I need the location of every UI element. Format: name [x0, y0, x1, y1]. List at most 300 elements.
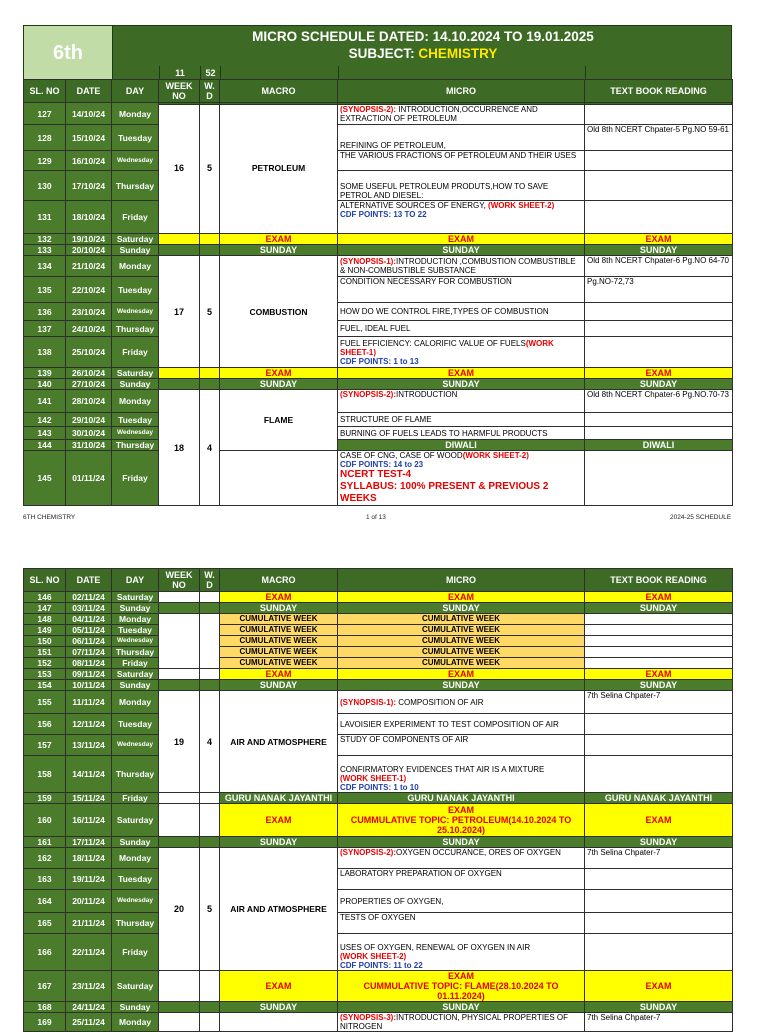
table-row-exam — [24, 368, 733, 379]
day-cell: Sunday — [112, 1002, 159, 1013]
textbook-cell — [585, 714, 733, 735]
day-cell: Saturday — [112, 669, 159, 680]
micro-topic: (SYNOPSIS-2): INTRODUCTION,OCCURRENCE AND EXTRACTION OF PETROLEUM — [338, 103, 585, 125]
table-row — [24, 321, 733, 337]
textbook-cell — [585, 337, 733, 368]
sl-no: 132 — [24, 234, 66, 245]
sl-no: 148 — [24, 614, 66, 625]
table-row-cumulative — [24, 636, 733, 647]
date-cell: 23/11/24 — [66, 971, 112, 1002]
micro-topic: (SYNOPSIS-1):INTRODUCTION ,COMBUSTION COMBUSTIBLE & NON-COMBUSTIBLE SUBSTANCE — [338, 256, 585, 277]
sl-no: 139 — [24, 368, 66, 379]
sl-no: 159 — [24, 793, 66, 804]
cumulative-week-label: CUMULATIVE WEEK — [338, 647, 585, 658]
cumulative-week-label: CUMULATIVE WEEK — [220, 636, 338, 647]
micro-topic: PROPERTIES OF OXYGEN, — [338, 890, 585, 913]
date-cell: 20/10/24 — [66, 245, 112, 256]
sl-no: 168 — [24, 1002, 66, 1013]
macro-topic: AIR AND ATMOSPHERE — [220, 848, 338, 971]
day-cell: Sunday — [112, 837, 159, 848]
col-sl-no: SL. NO — [24, 80, 66, 103]
table-row — [24, 427, 733, 440]
micro-topic: (SYNOPSIS-2):INTRODUCTION — [338, 390, 585, 413]
textbook-cell: Old 8th NCERT Chpater-6 Pg.NO.70-73 — [585, 390, 733, 413]
date-cell: 06/11/24 — [66, 636, 112, 647]
sl-no: 151 — [24, 647, 66, 658]
date-cell: 02/11/24 — [66, 592, 112, 603]
table-row — [24, 451, 733, 506]
date-cell: 25/10/24 — [66, 337, 112, 368]
sunday-label: SUNDAY — [220, 245, 338, 256]
sl-no: 146 — [24, 592, 66, 603]
textbook-cell — [585, 151, 733, 171]
sl-no: 149 — [24, 625, 66, 636]
day-cell: Friday — [112, 201, 159, 234]
textbook-cell — [585, 913, 733, 934]
table-row — [24, 735, 733, 756]
footer-page-number: 1 of 13 — [366, 514, 386, 521]
sunday-label: SUNDAY — [585, 837, 733, 848]
day-cell: Friday — [112, 793, 159, 804]
sunday-label: SUNDAY — [585, 379, 733, 390]
week-no-cell: 17 — [159, 256, 200, 368]
subject-name: CHEMISTRY — [418, 46, 498, 61]
col-date: DATE — [66, 80, 112, 103]
day-cell: Saturday — [112, 592, 159, 603]
day-cell: Friday — [112, 337, 159, 368]
micro-topic: CONFIRMATORY EVIDENCES THAT AIR IS A MIXTURE (WORK SHEET-1) CDF POINTS: 1 to 10 — [338, 756, 585, 793]
date-cell: 24/10/24 — [66, 321, 112, 337]
date-cell: 19/10/24 — [66, 234, 112, 245]
exam-label: EXAM — [585, 971, 733, 1002]
date-cell: 14/11/24 — [66, 756, 112, 793]
sunday-label: SUNDAY — [220, 680, 338, 691]
table-row-sunday — [24, 837, 733, 848]
guru-nanak-jayanthi-label: GURU NANAK JAYANTHI — [220, 793, 338, 804]
textbook-cell — [585, 427, 733, 440]
date-cell: 10/11/24 — [66, 680, 112, 691]
day-cell: Friday — [112, 934, 159, 971]
macro-topic: PETROLEUM — [220, 103, 338, 234]
date-cell: 20/11/24 — [66, 890, 112, 913]
sl-no: 153 — [24, 669, 66, 680]
grade-label: 6th — [24, 26, 113, 80]
sl-no: 152 — [24, 658, 66, 669]
day-cell: Thursday — [112, 913, 159, 934]
textbook-cell: Old 8th NCERT Chpater-5 Pg.NO 59-61 — [585, 125, 733, 151]
sl-no: 141 — [24, 390, 66, 413]
day-cell: Wednesday — [112, 890, 159, 913]
day-cell: Thursday — [112, 321, 159, 337]
day-cell: Saturday — [112, 234, 159, 245]
sl-no: 134 — [24, 256, 66, 277]
exam-label: EXAM — [220, 804, 338, 837]
sl-no: 145 — [24, 451, 66, 506]
sunday-label: SUNDAY — [220, 379, 338, 390]
textbook-cell: 7th Selina Chpater-7 — [585, 848, 733, 869]
sl-no: 155 — [24, 691, 66, 714]
sunday-label: SUNDAY — [338, 603, 585, 614]
day-cell: Saturday — [112, 804, 159, 837]
day-cell: Friday — [112, 658, 159, 669]
cumulative-topic: EXAM CUMMULATIVE TOPIC: FLAME(28.10.2024 TO 01.11.2024) — [338, 971, 585, 1002]
date-cell: 07/11/24 — [66, 647, 112, 658]
date-cell: 15/11/24 — [66, 793, 112, 804]
sl-no: 137 — [24, 321, 66, 337]
date-cell: 19/11/24 — [66, 869, 112, 890]
col-wd: W. D — [200, 569, 220, 592]
table-row — [24, 151, 733, 171]
micro-topic: TESTS OF OXYGEN — [338, 913, 585, 934]
exam-label: EXAM — [220, 368, 338, 379]
day-cell: Saturday — [112, 971, 159, 1002]
table-row — [24, 277, 733, 303]
date-cell: 25/11/24 — [66, 1013, 112, 1032]
table-row-sunday — [24, 1002, 733, 1013]
table-row-exam — [24, 234, 733, 245]
table-row — [24, 171, 733, 201]
day-cell: Monday — [112, 390, 159, 413]
col-wd: W. D — [200, 80, 220, 103]
sl-no: 136 — [24, 303, 66, 321]
sl-no: 142 — [24, 413, 66, 427]
micro-topic: SOME USEFUL PETROLEUM PRODUTS,HOW TO SAVE PETROL AND DIESEL: — [338, 171, 585, 201]
sl-no: 161 — [24, 837, 66, 848]
table-row — [24, 337, 733, 368]
subject-label: SUBJECT: — [348, 46, 415, 61]
table-row — [24, 413, 733, 427]
exam-label: EXAM — [585, 669, 733, 680]
date-cell: 18/11/24 — [66, 848, 112, 869]
col-week-no: WEEK NO — [159, 80, 200, 103]
col-textbook: TEXT BOOK READING — [585, 80, 733, 103]
wd-cell: 5 — [200, 103, 220, 234]
textbook-cell — [585, 103, 733, 125]
table-row-exam — [24, 669, 733, 680]
schedule-table-page1 — [23, 79, 733, 506]
day-cell: Tuesday — [112, 869, 159, 890]
textbook-cell: Pg.NO-72,73 — [585, 277, 733, 303]
micro-topic: STRUCTURE OF FLAME — [338, 413, 585, 427]
day-cell: Wednesday — [112, 636, 159, 647]
schedule-dates-title: MICRO SCHEDULE DATED: 14.10.2024 TO 19.01.2025 — [252, 29, 594, 44]
date-cell: 29/10/24 — [66, 413, 112, 427]
day-cell: Tuesday — [112, 714, 159, 735]
table-row — [24, 890, 733, 913]
table-row-sunday — [24, 603, 733, 614]
date-cell: 14/10/24 — [66, 103, 112, 125]
micro-topic: FUEL, IDEAL FUEL — [338, 321, 585, 337]
date-cell: 08/11/24 — [66, 658, 112, 669]
micro-topic: REFINING OF PETROLEUM, — [338, 125, 585, 151]
sunday-label: SUNDAY — [585, 680, 733, 691]
sl-no: 138 — [24, 337, 66, 368]
exam-label: EXAM — [220, 592, 338, 603]
exam-label: EXAM — [585, 804, 733, 837]
sunday-label: SUNDAY — [338, 1002, 585, 1013]
col-sl-no: SL. NO — [24, 569, 66, 592]
exam-label: EXAM — [338, 592, 585, 603]
exam-label: EXAM — [338, 368, 585, 379]
day-cell: Wednesday — [112, 735, 159, 756]
day-cell: Sunday — [112, 379, 159, 390]
guru-nanak-jayanthi-label: GURU NANAK JAYANTHI — [338, 793, 585, 804]
day-cell: Monday — [112, 256, 159, 277]
day-cell: Monday — [112, 614, 159, 625]
table-row — [24, 848, 733, 869]
date-cell: 09/11/24 — [66, 669, 112, 680]
col-macro: MACRO — [220, 569, 338, 592]
day-cell: Monday — [112, 1013, 159, 1032]
day-cell: Tuesday — [112, 277, 159, 303]
weeks-total: 11 — [159, 66, 200, 80]
day-cell: Monday — [112, 103, 159, 125]
table-row-sunday — [24, 245, 733, 256]
textbook-cell: 7th Selina Chpater-7 — [585, 1013, 733, 1032]
wd-cell: 5 — [200, 256, 220, 368]
date-cell: 31/10/24 — [66, 440, 112, 451]
sl-no: 166 — [24, 934, 66, 971]
footer-right: 2024-25 SCHEDULE — [670, 514, 732, 521]
cumulative-week-label: CUMULATIVE WEEK — [220, 658, 338, 669]
sl-no: 163 — [24, 869, 66, 890]
sl-no: 156 — [24, 714, 66, 735]
table-row-exam — [24, 592, 733, 603]
wd-cell: 4 — [200, 691, 220, 793]
textbook-cell — [585, 934, 733, 971]
textbook-cell — [585, 451, 733, 506]
micro-topic: HOW DO WE CONTROL FIRE,TYPES OF COMBUSTION — [338, 303, 585, 321]
table-row-cumulative — [24, 614, 733, 625]
sl-no: 154 — [24, 680, 66, 691]
macro-topic: AIR AND ATMOSPHERE — [220, 691, 338, 793]
table-header — [24, 569, 733, 592]
sunday-label: SUNDAY — [585, 1002, 733, 1013]
table-row-holiday — [24, 793, 733, 804]
sunday-label: SUNDAY — [338, 680, 585, 691]
textbook-cell: 7th Selina Chpater-7 — [585, 691, 733, 714]
cumulative-week-label: CUMULATIVE WEEK — [220, 614, 338, 625]
micro-topic: STUDY OF COMPONENTS OF AIR — [338, 735, 585, 756]
date-cell: 12/11/24 — [66, 714, 112, 735]
col-textbook: TEXT BOOK READING — [585, 569, 733, 592]
wd-cell: 5 — [200, 848, 220, 971]
day-cell: Wednesday — [112, 303, 159, 321]
sunday-label: SUNDAY — [338, 245, 585, 256]
week-no-cell: 16 — [159, 103, 200, 234]
day-cell: Wednesday — [112, 151, 159, 171]
textbook-cell: Old 8th NCERT Chpater-6 Pg.NO 64-70 — [585, 256, 733, 277]
textbook-cell — [585, 869, 733, 890]
sl-no: 130 — [24, 171, 66, 201]
sl-no: 164 — [24, 890, 66, 913]
sunday-label: SUNDAY — [220, 603, 338, 614]
day-cell: Monday — [112, 691, 159, 714]
micro-topic: (SYNOPSIS-1): COMPOSITION OF AIR — [338, 691, 585, 714]
sl-no: 129 — [24, 151, 66, 171]
cumulative-week-label: CUMULATIVE WEEK — [338, 625, 585, 636]
table-row-cumulative — [24, 647, 733, 658]
micro-topic: CASE OF CNG, CASE OF WOOD(WORK SHEET-2) CDF POINTS: 14 to 23 NCERT TEST-4 SYLLABUS: 100% PRESENT & PREVIOUS 2 WEEKS — [338, 451, 585, 506]
sl-no: 140 — [24, 379, 66, 390]
micro-topic: ALTERNATIVE SOURCES OF ENERGY, (WORK SHEET-2) CDF POINTS: 13 TO 22 — [338, 201, 585, 234]
micro-topic: BURNING OF FUELS LEADS TO HARMFUL PRODUCTS — [338, 427, 585, 440]
footer-left: 6TH CHEMISTRY — [23, 514, 76, 521]
date-cell: 22/10/24 — [66, 277, 112, 303]
exam-label: EXAM — [220, 234, 338, 245]
day-cell: Tuesday — [112, 413, 159, 427]
table-header — [24, 80, 733, 103]
sl-no: 143 — [24, 427, 66, 440]
date-cell: 26/10/24 — [66, 368, 112, 379]
exam-label: EXAM — [585, 234, 733, 245]
table-row — [24, 303, 733, 321]
table-row-cumulative — [24, 625, 733, 636]
subject-line — [113, 45, 733, 62]
date-cell: 21/10/24 — [66, 256, 112, 277]
micro-topic: LABORATORY PREPARATION OF OXYGEN — [338, 869, 585, 890]
col-day: DAY — [112, 569, 159, 592]
micro-topic: CONDITION NECESSARY FOR COMBUSTION — [338, 277, 585, 303]
textbook-cell — [585, 321, 733, 337]
day-cell: Thursday — [112, 440, 159, 451]
schedule-table-page2 — [23, 568, 733, 1032]
date-cell: 03/11/24 — [66, 603, 112, 614]
table-row-holiday — [24, 440, 733, 451]
day-cell: Wednesday — [112, 427, 159, 440]
col-week-no: WEEK NO — [159, 569, 200, 592]
date-cell: 24/11/24 — [66, 1002, 112, 1013]
totals-row — [24, 66, 733, 80]
cumulative-week-label: CUMULATIVE WEEK — [220, 625, 338, 636]
micro-topic: USES OF OXYGEN, RENEWAL OF OXYGEN IN AIR (WORK SHEET-2) CDF POINTS: 11 to 22 — [338, 934, 585, 971]
textbook-cell — [585, 171, 733, 201]
sl-no: 169 — [24, 1013, 66, 1032]
sl-no: 162 — [24, 848, 66, 869]
table-row — [24, 256, 733, 277]
exam-label: EXAM — [585, 368, 733, 379]
sl-no: 133 — [24, 245, 66, 256]
day-cell: Monday — [112, 848, 159, 869]
col-day: DAY — [112, 80, 159, 103]
week-no-cell: 18 — [159, 390, 200, 506]
sunday-label: SUNDAY — [338, 379, 585, 390]
table-row-exam — [24, 804, 733, 837]
sunday-label: SUNDAY — [338, 837, 585, 848]
table-row-sunday — [24, 379, 733, 390]
table-row — [24, 714, 733, 735]
sl-no: 147 — [24, 603, 66, 614]
macro-topic: FLAME — [220, 390, 338, 451]
date-cell: 30/10/24 — [66, 427, 112, 440]
date-cell: 28/10/24 — [66, 390, 112, 413]
week-no-cell: 20 — [159, 848, 200, 971]
textbook-cell — [585, 413, 733, 427]
sl-no: 157 — [24, 735, 66, 756]
table-row — [24, 125, 733, 151]
banner-title — [113, 28, 733, 62]
sunday-label: SUNDAY — [585, 603, 733, 614]
diwali-label: DIWALI — [338, 440, 585, 451]
day-cell: Thursday — [112, 647, 159, 658]
cumulative-week-label: CUMULATIVE WEEK — [338, 658, 585, 669]
table-row-cumulative — [24, 658, 733, 669]
cumulative-topic: EXAM CUMMULATIVE TOPIC: PETROLEUM(14.10.2024 TO 25.10.2024) — [338, 804, 585, 837]
col-micro: MICRO — [338, 569, 585, 592]
date-cell: 27/10/24 — [66, 379, 112, 390]
day-cell: Sunday — [112, 680, 159, 691]
cumulative-week-label: CUMULATIVE WEEK — [338, 614, 585, 625]
date-cell: 16/10/24 — [66, 151, 112, 171]
date-cell: 17/11/24 — [66, 837, 112, 848]
micro-topic: LAVOISIER EXPERIMENT TO TEST COMPOSITION OF AIR — [338, 714, 585, 735]
micro-topic: (SYNOPSIS-3):INTRODUCTION, PHYSICAL PROPERTIES OF NITROGEN — [338, 1013, 585, 1032]
table-row — [24, 691, 733, 714]
textbook-cell — [585, 890, 733, 913]
table-row-sunday — [24, 680, 733, 691]
table-row — [24, 201, 733, 234]
micro-topic: (SYNOPSIS-2):OXYGEN OCCURANCE, ORES OF OXYGEN — [338, 848, 585, 869]
cumulative-week-label: CUMULATIVE WEEK — [338, 636, 585, 647]
diwali-label: DIWALI — [585, 440, 733, 451]
guru-nanak-jayanthi-label: GURU NANAK JAYANTHI — [585, 793, 733, 804]
exam-label: EXAM — [338, 669, 585, 680]
date-cell: 04/11/24 — [66, 614, 112, 625]
micro-topic: FUEL EFFICIENCY: CALORIFIC VALUE OF FUELS(WORK SHEET-1) CDF POINTS: 1 to 13 — [338, 337, 585, 368]
textbook-cell — [585, 201, 733, 234]
day-cell: Tuesday — [112, 625, 159, 636]
sunday-label: SUNDAY — [220, 837, 338, 848]
sl-no: 158 — [24, 756, 66, 793]
col-micro: MICRO — [338, 80, 585, 103]
textbook-cell — [585, 756, 733, 793]
date-cell: 23/10/24 — [66, 303, 112, 321]
cumulative-week-label: CUMULATIVE WEEK — [220, 647, 338, 658]
date-cell: 16/11/24 — [66, 804, 112, 837]
date-cell: 22/11/24 — [66, 934, 112, 971]
week-no-cell: 19 — [159, 691, 200, 793]
day-cell: Tuesday — [112, 125, 159, 151]
exam-label: EXAM — [585, 592, 733, 603]
table-row — [24, 103, 733, 125]
sl-no: 167 — [24, 971, 66, 1002]
date-cell: 15/10/24 — [66, 125, 112, 151]
sunday-label: SUNDAY — [585, 245, 733, 256]
days-total: 52 — [200, 66, 220, 80]
day-cell: Thursday — [112, 171, 159, 201]
sl-no: 144 — [24, 440, 66, 451]
table-row — [24, 1013, 733, 1032]
macro-topic: COMBUSTION — [220, 256, 338, 368]
day-cell: Sunday — [112, 245, 159, 256]
exam-label: EXAM — [338, 234, 585, 245]
wd-cell: 4 — [200, 390, 220, 506]
exam-label: EXAM — [220, 971, 338, 1002]
sl-no: 128 — [24, 125, 66, 151]
col-macro: MACRO — [220, 80, 338, 103]
exam-label: EXAM — [220, 669, 338, 680]
date-cell: 18/10/24 — [66, 201, 112, 234]
table-row — [24, 869, 733, 890]
textbook-cell — [585, 735, 733, 756]
date-cell: 11/11/24 — [66, 691, 112, 714]
day-cell: Saturday — [112, 368, 159, 379]
table-row — [24, 756, 733, 793]
day-cell: Sunday — [112, 603, 159, 614]
day-cell: Thursday — [112, 756, 159, 793]
sl-no: 150 — [24, 636, 66, 647]
table-row-exam — [24, 971, 733, 1002]
